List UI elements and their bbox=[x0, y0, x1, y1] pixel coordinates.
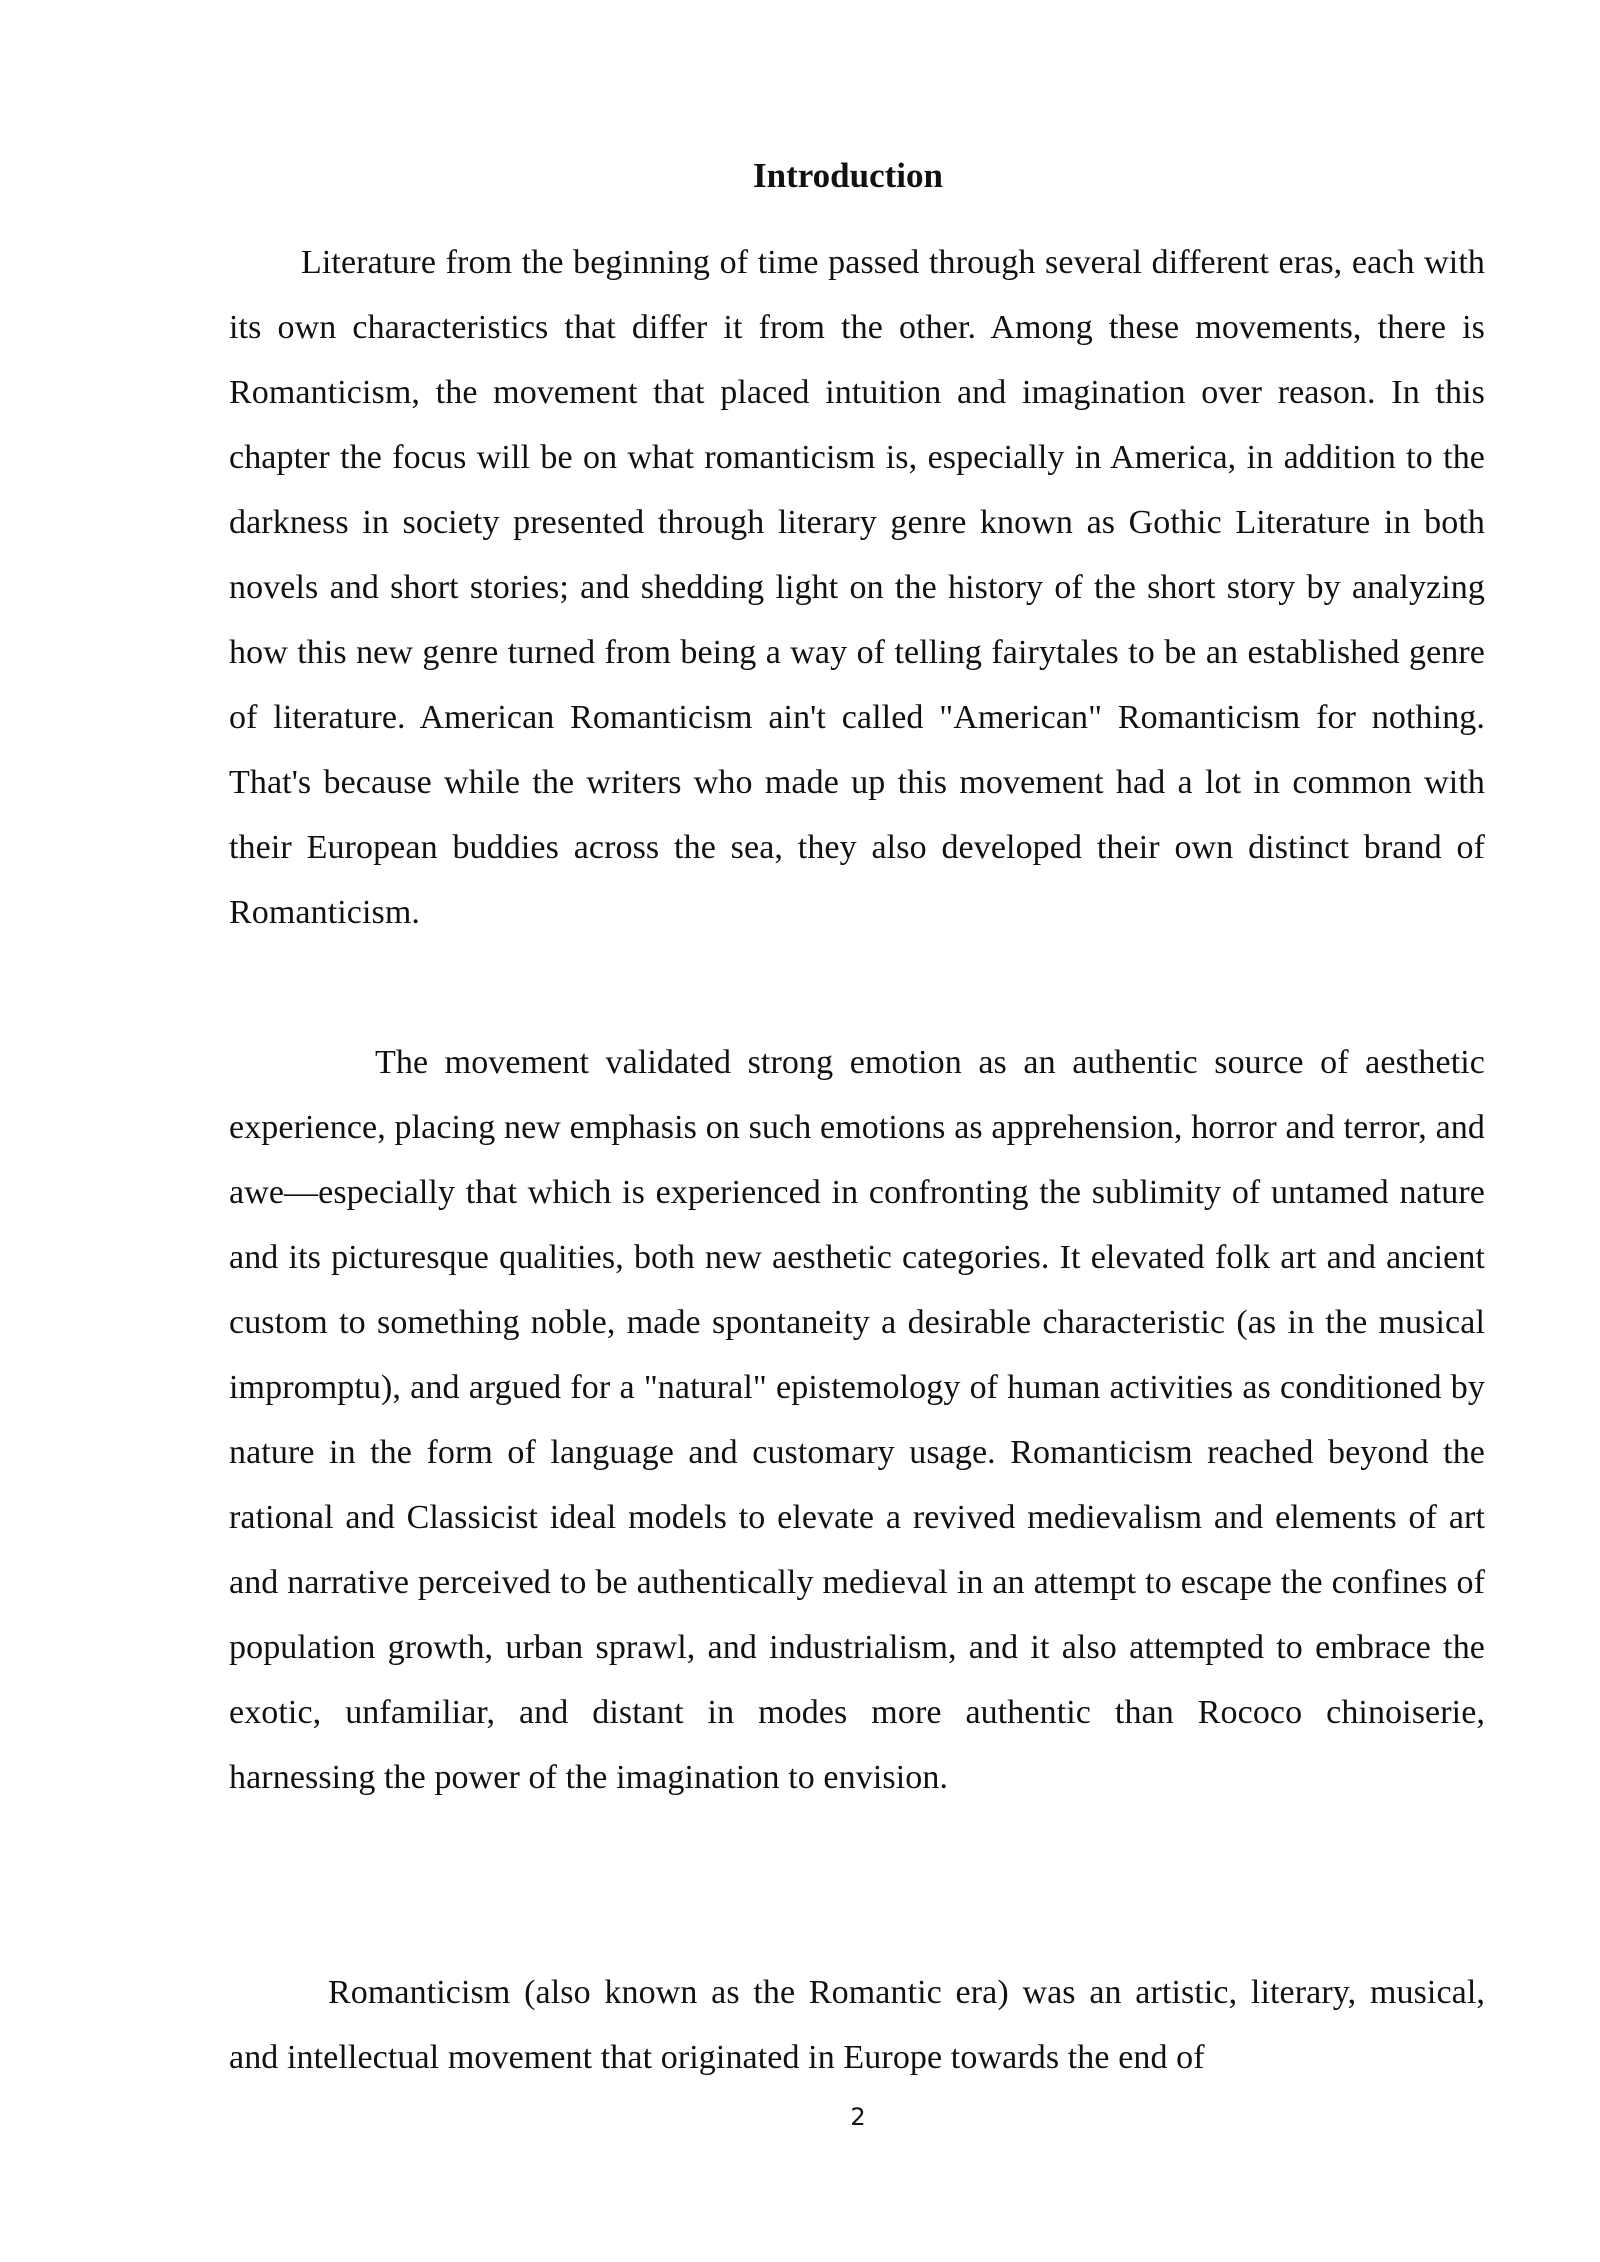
paragraph-3: Romanticism (also known as the Romantic era) was an artistic, literary, musical, and intellectual movement that originated in Europe towards the end of bbox=[229, 1974, 1485, 2076]
paragraph-1: Literature from the beginning of time passed through several different eras, each with its own characteristics that differ it from the other. Among these movements, there is Romanticism, the movement that placed intuition and imagination over reason. In this chapter the focus will be on what romanticism is, especially in America, in addition to the darkness in society presented through literary genre known as Gothic Literature in both novels and short stories; and shedding light on the history of the short story by analyzing how this new genre turned from being a way of telling fairytales to be an established genre of literature. American Romanticism ain't called "American" Romanticism for nothing. That's because while the writers who made up this movement had a lot in common with their European buddies across the sea, they also developed their own distinct brand of Romanticism. bbox=[229, 244, 1485, 931]
paragraph-2: The movement validated strong emotion as an authentic source of aesthetic experience, placing new emphasis on such emotions as apprehension, horror and terror, and awe—especially that which is experienced in confronting the sublimity of untamed nature and its picturesque qualities, both new aesthetic categories. It elevated folk art and ancient custom to something noble, made spontaneity a desirable characteristic (as in the musical impromptu), and argued for a "natural" epistemology of human activities as conditioned by nature in the form of language and customary usage. Romanticism reached beyond the rational and Classicist ideal models to elevate a revived medievalism and elements of art and narrative perceived to be authentically medieval in an attempt to escape the confines of population growth, urban sprawl, and industrialism, and it also attempted to embrace the exotic, unfamiliar, and distant in modes more authentic than Rococo chinoiserie, harnessing the power of the imagination to envision. bbox=[229, 1044, 1485, 1796]
page-number: 2 bbox=[850, 2103, 866, 2131]
section-title: Introduction bbox=[753, 156, 943, 195]
